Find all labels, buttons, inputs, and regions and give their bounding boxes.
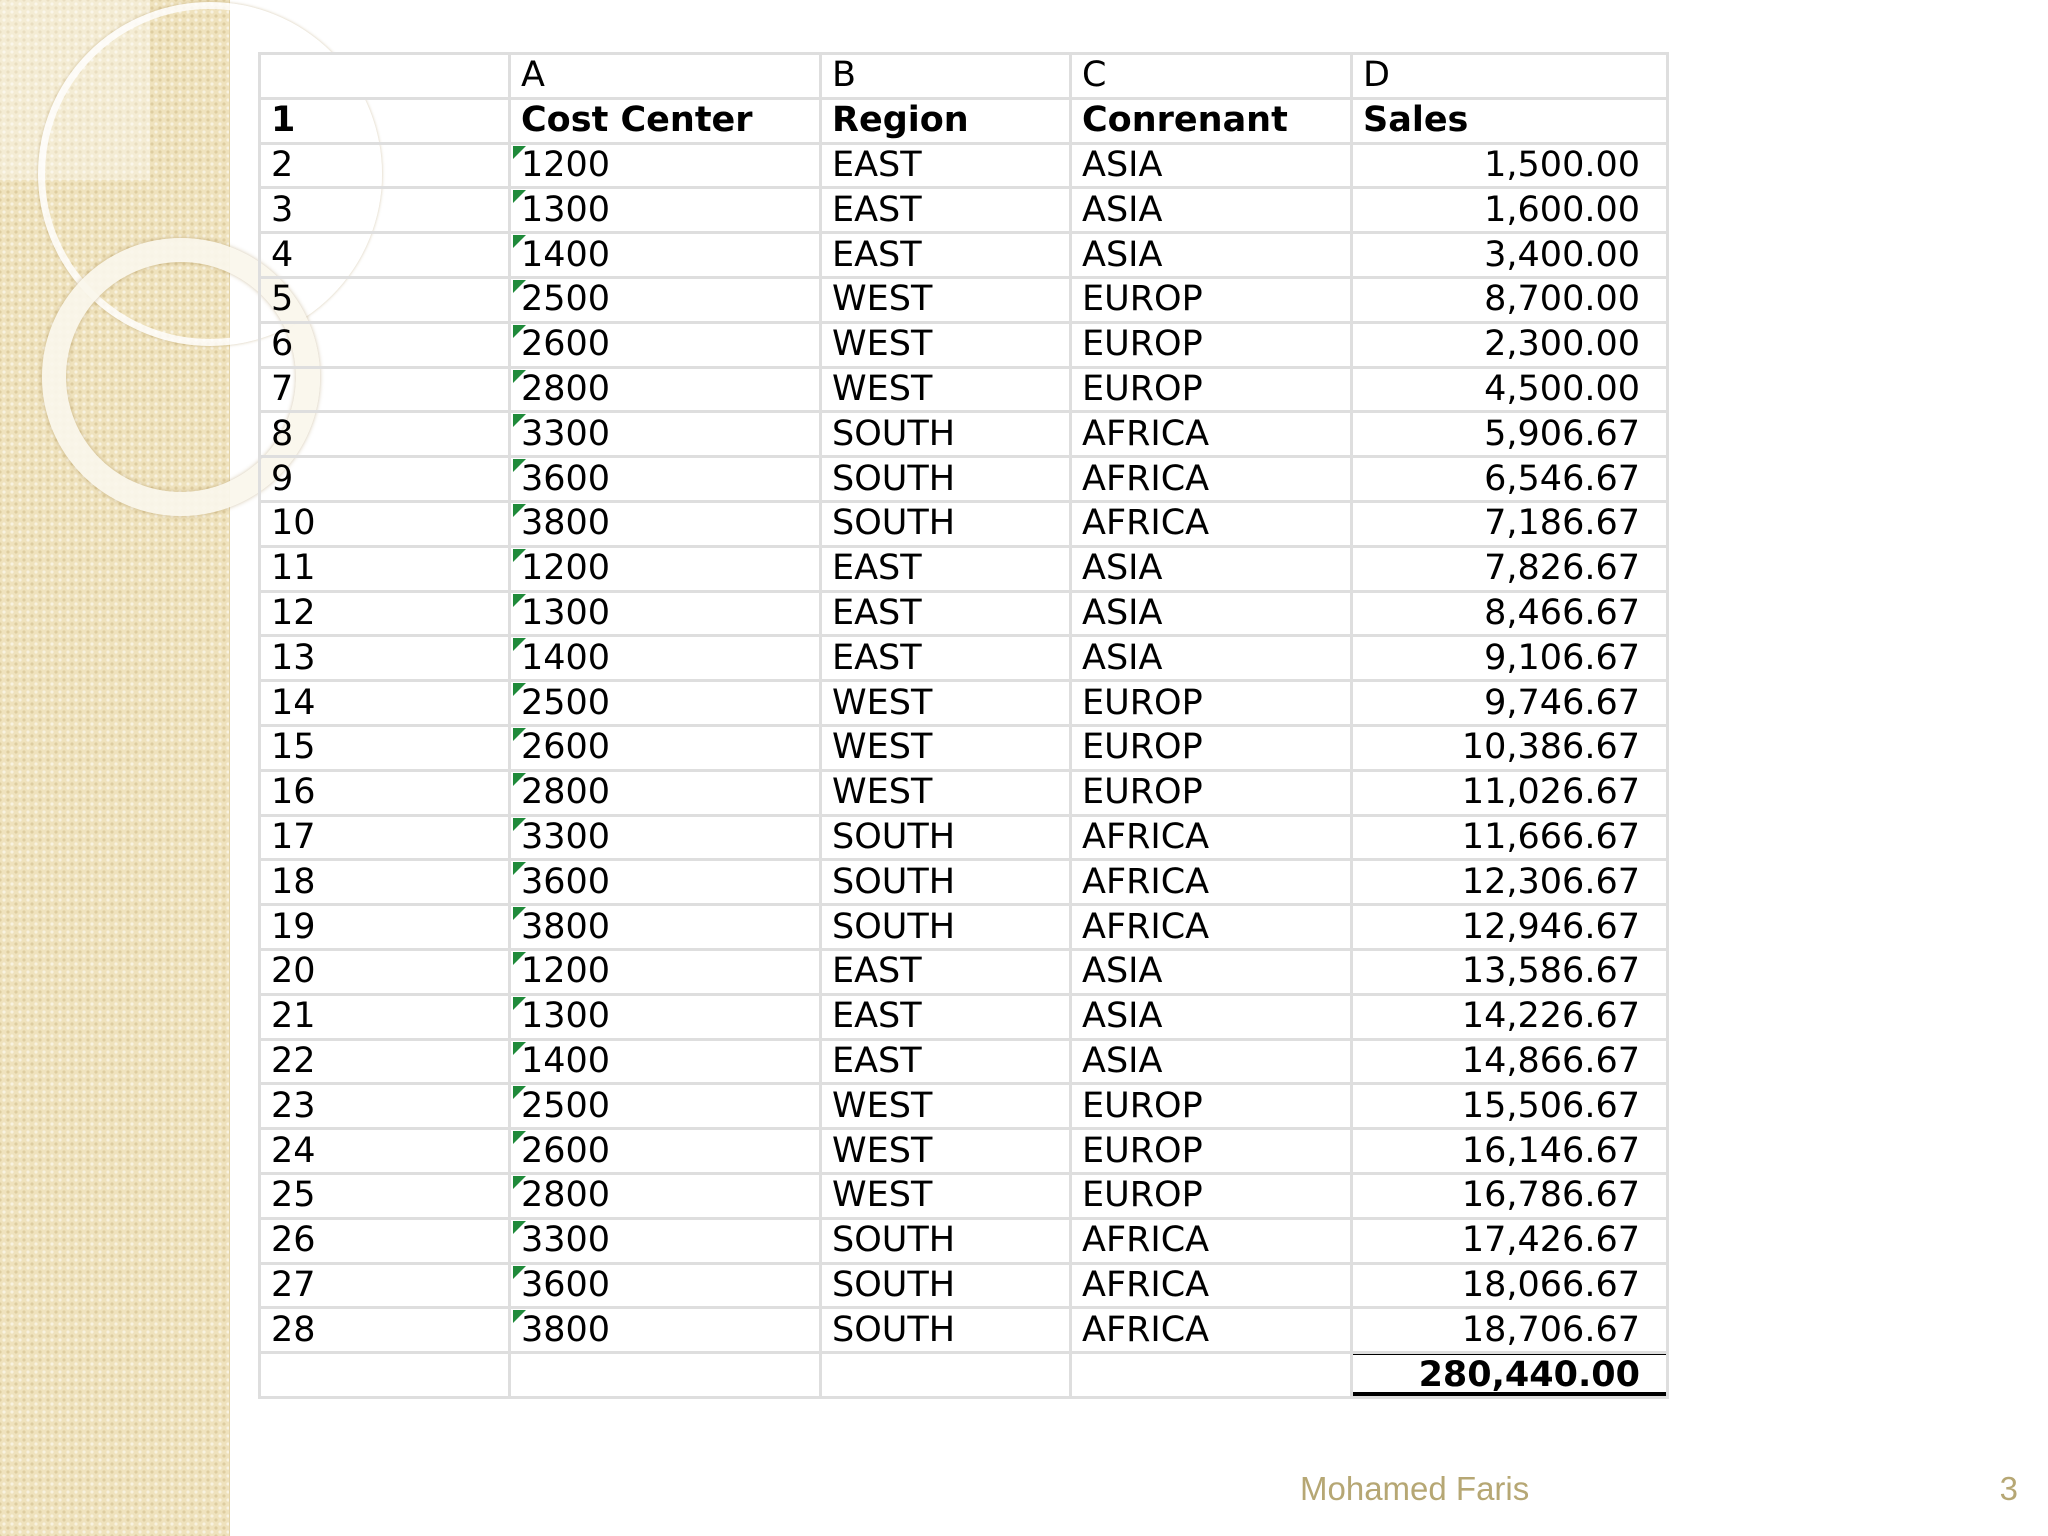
sales-cell[interactable]: 18,706.67 bbox=[1352, 1308, 1668, 1353]
continent-cell[interactable]: EUROP bbox=[1071, 1173, 1352, 1218]
sales-cell[interactable]: 12,306.67 bbox=[1352, 860, 1668, 905]
sales-cell[interactable]: 13,586.67 bbox=[1352, 949, 1668, 994]
cost-center-value: 2800 bbox=[521, 368, 611, 409]
row-number[interactable]: 28 bbox=[260, 1308, 510, 1353]
decorative-side-band bbox=[0, 0, 230, 1536]
continent-cell[interactable]: AFRICA bbox=[1071, 860, 1352, 905]
table-row bbox=[260, 860, 1668, 905]
table-row bbox=[260, 725, 1668, 770]
empty-cell[interactable] bbox=[510, 1353, 821, 1398]
cost-center-cell[interactable] bbox=[510, 501, 821, 546]
text-number-marker-icon bbox=[513, 459, 526, 472]
text-number-marker-icon bbox=[513, 728, 526, 741]
sales-cell[interactable]: 6,546.67 bbox=[1352, 457, 1668, 502]
cost-center-cell[interactable] bbox=[510, 949, 821, 994]
cost-center-value: 3300 bbox=[521, 1220, 611, 1261]
text-number-marker-icon bbox=[513, 594, 526, 607]
table-row bbox=[260, 1218, 1668, 1263]
empty-cell[interactable] bbox=[260, 1353, 510, 1398]
text-number-marker-icon bbox=[513, 1131, 526, 1144]
sales-cell[interactable]: 15,506.67 bbox=[1352, 1084, 1668, 1129]
continent-cell[interactable]: ASIA bbox=[1071, 233, 1352, 278]
row-number[interactable]: 5 bbox=[260, 277, 510, 322]
table-row bbox=[260, 994, 1668, 1039]
sales-cell[interactable]: 10,386.67 bbox=[1352, 725, 1668, 770]
corner-cell[interactable] bbox=[260, 54, 510, 99]
text-number-marker-icon bbox=[513, 1310, 526, 1323]
continent-cell[interactable]: ASIA bbox=[1071, 636, 1352, 681]
region-cell[interactable]: EAST bbox=[821, 636, 1071, 681]
region-cell[interactable]: SOUTH bbox=[821, 412, 1071, 457]
row-number[interactable]: 12 bbox=[260, 591, 510, 636]
row-number[interactable]: 6 bbox=[260, 322, 510, 367]
continent-cell[interactable]: ASIA bbox=[1071, 188, 1352, 233]
cost-center-cell[interactable] bbox=[510, 457, 821, 502]
cost-center-value: 1300 bbox=[521, 996, 611, 1037]
cost-center-value: 2800 bbox=[521, 1175, 611, 1216]
sales-cell[interactable]: 5,906.67 bbox=[1352, 412, 1668, 457]
cost-center-value: 3800 bbox=[521, 1309, 611, 1350]
region-cell[interactable]: EAST bbox=[821, 994, 1071, 1039]
region-cell[interactable]: EAST bbox=[821, 188, 1071, 233]
region-cell[interactable]: SOUTH bbox=[821, 815, 1071, 860]
sales-cell[interactable]: 12,946.67 bbox=[1352, 905, 1668, 950]
table-row bbox=[260, 546, 1668, 591]
text-number-marker-icon bbox=[513, 1176, 526, 1189]
cost-center-value: 3600 bbox=[521, 861, 611, 902]
row-number[interactable]: 20 bbox=[260, 949, 510, 994]
cost-center-value: 3800 bbox=[521, 503, 611, 544]
text-number-marker-icon bbox=[513, 683, 526, 696]
cost-center-cell[interactable] bbox=[510, 277, 821, 322]
region-cell[interactable]: SOUTH bbox=[821, 860, 1071, 905]
cost-center-cell[interactable] bbox=[510, 1173, 821, 1218]
cost-center-cell[interactable] bbox=[510, 1263, 821, 1308]
row-number[interactable]: 9 bbox=[260, 457, 510, 502]
sales-cell[interactable]: 18,066.67 bbox=[1352, 1263, 1668, 1308]
continent-cell[interactable]: AFRICA bbox=[1071, 412, 1352, 457]
row-number[interactable]: 27 bbox=[260, 1263, 510, 1308]
cost-center-cell[interactable] bbox=[510, 905, 821, 950]
continent-cell[interactable]: ASIA bbox=[1071, 546, 1352, 591]
row-number[interactable]: 8 bbox=[260, 412, 510, 457]
sales-total-value: 280,440.00 bbox=[1418, 1354, 1640, 1395]
cost-center-cell[interactable] bbox=[510, 860, 821, 905]
sales-cell[interactable]: 11,026.67 bbox=[1352, 770, 1668, 815]
cost-center-value: 2500 bbox=[521, 279, 611, 320]
cost-center-value: 2600 bbox=[521, 727, 611, 768]
region-cell[interactable]: SOUTH bbox=[821, 1263, 1071, 1308]
footer-author: Mohamed Faris bbox=[1300, 1470, 1530, 1507]
region-cell[interactable]: WEST bbox=[821, 1084, 1071, 1129]
header-sales[interactable]: Sales bbox=[1352, 98, 1668, 143]
cost-center-value: 1200 bbox=[521, 951, 611, 992]
continent-cell[interactable]: ASIA bbox=[1071, 949, 1352, 994]
continent-cell[interactable]: AFRICA bbox=[1071, 905, 1352, 950]
continent-cell[interactable]: AFRICA bbox=[1071, 501, 1352, 546]
continent-cell[interactable]: EUROP bbox=[1071, 725, 1352, 770]
continent-cell[interactable]: ASIA bbox=[1071, 994, 1352, 1039]
text-number-marker-icon bbox=[513, 773, 526, 786]
header-continent[interactable]: Conrenant bbox=[1071, 98, 1352, 143]
continent-cell[interactable]: EUROP bbox=[1071, 277, 1352, 322]
row-number[interactable]: 2 bbox=[260, 143, 510, 188]
cost-center-cell[interactable] bbox=[510, 322, 821, 367]
row-number[interactable]: 26 bbox=[260, 1218, 510, 1263]
cost-center-value: 2800 bbox=[521, 772, 611, 813]
total-top-rule bbox=[1353, 1353, 1668, 1356]
row-number[interactable]: 14 bbox=[260, 681, 510, 726]
sales-cell[interactable]: 11,666.67 bbox=[1352, 815, 1668, 860]
empty-cell[interactable] bbox=[1071, 1353, 1352, 1398]
cost-center-cell[interactable] bbox=[510, 1129, 821, 1174]
cost-center-value: 3800 bbox=[521, 906, 611, 947]
row-number[interactable]: 1 bbox=[260, 98, 510, 143]
region-cell[interactable]: WEST bbox=[821, 277, 1071, 322]
cost-center-value: 2500 bbox=[521, 1085, 611, 1126]
cost-center-value: 1200 bbox=[521, 548, 611, 589]
text-number-marker-icon bbox=[513, 1221, 526, 1234]
text-number-marker-icon bbox=[513, 146, 526, 159]
table-row bbox=[260, 1173, 1668, 1218]
table-row bbox=[260, 1084, 1668, 1129]
column-letter-a[interactable]: A bbox=[510, 54, 821, 99]
column-letter-b[interactable]: B bbox=[821, 54, 1071, 99]
cost-center-cell[interactable] bbox=[510, 591, 821, 636]
row-number[interactable]: 24 bbox=[260, 1129, 510, 1174]
cost-center-cell[interactable] bbox=[510, 1218, 821, 1263]
row-number[interactable]: 25 bbox=[260, 1173, 510, 1218]
cost-center-cell[interactable] bbox=[510, 1308, 821, 1353]
sales-cell[interactable]: 9,106.67 bbox=[1352, 636, 1668, 681]
region-cell[interactable]: EAST bbox=[821, 1039, 1071, 1084]
region-cell[interactable]: EAST bbox=[821, 591, 1071, 636]
sales-cell[interactable]: 1,600.00 bbox=[1352, 188, 1668, 233]
table-row bbox=[260, 905, 1668, 950]
header-region[interactable]: Region bbox=[821, 98, 1071, 143]
table-row bbox=[260, 143, 1668, 188]
table-row bbox=[260, 1308, 1668, 1353]
cost-center-cell[interactable] bbox=[510, 1039, 821, 1084]
sales-total-cell[interactable] bbox=[1352, 1353, 1668, 1398]
sales-cell[interactable]: 8,700.00 bbox=[1352, 277, 1668, 322]
continent-cell[interactable]: EUROP bbox=[1071, 367, 1352, 412]
header-cost-center[interactable]: Cost Center bbox=[510, 98, 821, 143]
table-row bbox=[260, 636, 1668, 681]
region-cell[interactable]: WEST bbox=[821, 322, 1071, 367]
cost-center-value: 3600 bbox=[521, 1264, 611, 1305]
region-cell[interactable]: WEST bbox=[821, 1129, 1071, 1174]
cost-center-value: 3300 bbox=[521, 413, 611, 454]
cost-center-value: 1200 bbox=[521, 144, 611, 185]
cost-center-value: 3300 bbox=[521, 816, 611, 857]
row-number[interactable]: 16 bbox=[260, 770, 510, 815]
sales-cell[interactable]: 16,146.67 bbox=[1352, 1129, 1668, 1174]
sales-cell[interactable]: 2,300.00 bbox=[1352, 322, 1668, 367]
row-number[interactable]: 23 bbox=[260, 1084, 510, 1129]
sales-cell[interactable]: 14,226.67 bbox=[1352, 994, 1668, 1039]
table-row bbox=[260, 412, 1668, 457]
cost-center-cell[interactable] bbox=[510, 143, 821, 188]
text-number-marker-icon bbox=[513, 818, 526, 831]
continent-cell[interactable]: AFRICA bbox=[1071, 1218, 1352, 1263]
text-number-marker-icon bbox=[513, 235, 526, 248]
cost-center-value: 1400 bbox=[521, 1040, 611, 1081]
cost-center-value: 1400 bbox=[521, 234, 611, 275]
region-cell[interactable]: WEST bbox=[821, 725, 1071, 770]
text-number-marker-icon bbox=[513, 638, 526, 651]
text-number-marker-icon bbox=[513, 325, 526, 338]
continent-cell[interactable]: EUROP bbox=[1071, 770, 1352, 815]
column-letter-c[interactable]: C bbox=[1071, 54, 1352, 99]
text-number-marker-icon bbox=[513, 549, 526, 562]
region-cell[interactable]: WEST bbox=[821, 770, 1071, 815]
continent-cell[interactable]: AFRICA bbox=[1071, 457, 1352, 502]
table-row bbox=[260, 367, 1668, 412]
sales-cell[interactable]: 16,786.67 bbox=[1352, 1173, 1668, 1218]
cost-center-cell[interactable] bbox=[510, 412, 821, 457]
region-cell[interactable]: WEST bbox=[821, 367, 1071, 412]
sales-cell[interactable]: 9,746.67 bbox=[1352, 681, 1668, 726]
text-number-marker-icon bbox=[513, 280, 526, 293]
region-cell[interactable]: WEST bbox=[821, 1173, 1071, 1218]
cost-center-value: 1300 bbox=[521, 592, 611, 633]
continent-cell[interactable]: ASIA bbox=[1071, 1039, 1352, 1084]
region-cell[interactable]: SOUTH bbox=[821, 1218, 1071, 1263]
row-number[interactable]: 13 bbox=[260, 636, 510, 681]
page-number: 3 bbox=[1999, 1470, 2018, 1507]
row-number[interactable]: 3 bbox=[260, 188, 510, 233]
text-number-marker-icon bbox=[513, 1266, 526, 1279]
table-row bbox=[260, 591, 1668, 636]
table-row bbox=[260, 501, 1668, 546]
table-row bbox=[260, 949, 1668, 994]
cost-center-value: 2600 bbox=[521, 1130, 611, 1171]
column-letter-d[interactable]: D bbox=[1352, 54, 1668, 99]
region-cell[interactable]: SOUTH bbox=[821, 501, 1071, 546]
cost-center-cell[interactable] bbox=[510, 233, 821, 278]
cost-center-value: 2500 bbox=[521, 682, 611, 723]
text-number-marker-icon bbox=[513, 997, 526, 1010]
cost-center-cell[interactable] bbox=[510, 636, 821, 681]
continent-cell[interactable]: AFRICA bbox=[1071, 1308, 1352, 1353]
continent-cell[interactable]: EUROP bbox=[1071, 1084, 1352, 1129]
region-cell[interactable]: SOUTH bbox=[821, 457, 1071, 502]
sales-cell[interactable]: 14,866.67 bbox=[1352, 1039, 1668, 1084]
text-number-marker-icon bbox=[513, 1086, 526, 1099]
sales-cell[interactable]: 7,826.67 bbox=[1352, 546, 1668, 591]
total-row bbox=[260, 1353, 1668, 1398]
continent-cell[interactable]: EUROP bbox=[1071, 681, 1352, 726]
row-number[interactable]: 19 bbox=[260, 905, 510, 950]
text-number-marker-icon bbox=[513, 862, 526, 875]
row-number[interactable]: 10 bbox=[260, 501, 510, 546]
column-letter-row bbox=[260, 54, 1668, 99]
cost-center-value: 1400 bbox=[521, 637, 611, 678]
sales-cell[interactable]: 7,186.67 bbox=[1352, 501, 1668, 546]
cost-center-cell[interactable] bbox=[510, 367, 821, 412]
row-number[interactable]: 21 bbox=[260, 994, 510, 1039]
table-row bbox=[260, 815, 1668, 860]
continent-cell[interactable]: AFRICA bbox=[1071, 815, 1352, 860]
cost-center-cell[interactable] bbox=[510, 1084, 821, 1129]
empty-cell[interactable] bbox=[821, 1353, 1071, 1398]
text-number-marker-icon bbox=[513, 1042, 526, 1055]
region-cell[interactable]: EAST bbox=[821, 949, 1071, 994]
cost-center-cell[interactable] bbox=[510, 770, 821, 815]
region-cell[interactable]: SOUTH bbox=[821, 905, 1071, 950]
cost-center-cell[interactable] bbox=[510, 681, 821, 726]
region-cell[interactable]: SOUTH bbox=[821, 1308, 1071, 1353]
cost-center-cell[interactable] bbox=[510, 994, 821, 1039]
text-number-marker-icon bbox=[513, 190, 526, 203]
row-number[interactable]: 7 bbox=[260, 367, 510, 412]
continent-cell[interactable]: EUROP bbox=[1071, 322, 1352, 367]
table-row bbox=[260, 322, 1668, 367]
table-row bbox=[260, 457, 1668, 502]
table-row bbox=[260, 277, 1668, 322]
cost-center-cell[interactable] bbox=[510, 815, 821, 860]
region-cell[interactable]: EAST bbox=[821, 143, 1071, 188]
region-cell[interactable]: EAST bbox=[821, 233, 1071, 278]
row-number[interactable]: 11 bbox=[260, 546, 510, 591]
row-number[interactable]: 17 bbox=[260, 815, 510, 860]
text-number-marker-icon bbox=[513, 952, 526, 965]
table-row bbox=[260, 681, 1668, 726]
continent-cell[interactable]: ASIA bbox=[1071, 143, 1352, 188]
row-number[interactable]: 4 bbox=[260, 233, 510, 278]
cost-center-cell[interactable] bbox=[510, 546, 821, 591]
total-underline bbox=[1353, 1392, 1668, 1396]
sales-cell[interactable]: 17,426.67 bbox=[1352, 1218, 1668, 1263]
text-number-marker-icon bbox=[513, 370, 526, 383]
spreadsheet-body bbox=[260, 54, 1668, 1398]
table-row bbox=[260, 770, 1668, 815]
sales-cell[interactable]: 3,400.00 bbox=[1352, 233, 1668, 278]
cost-center-value: 1300 bbox=[521, 189, 611, 230]
region-cell[interactable]: EAST bbox=[821, 546, 1071, 591]
cost-center-value: 3600 bbox=[521, 458, 611, 499]
row-number[interactable]: 15 bbox=[260, 725, 510, 770]
cost-center-cell[interactable] bbox=[510, 188, 821, 233]
table-row bbox=[260, 188, 1668, 233]
row-number[interactable]: 18 bbox=[260, 860, 510, 905]
continent-cell[interactable]: EUROP bbox=[1071, 1129, 1352, 1174]
text-number-marker-icon bbox=[513, 504, 526, 517]
region-cell[interactable]: WEST bbox=[821, 681, 1071, 726]
table-row bbox=[260, 233, 1668, 278]
cost-center-value: 2600 bbox=[521, 324, 611, 365]
table-row bbox=[260, 1263, 1668, 1308]
continent-cell[interactable]: AFRICA bbox=[1071, 1263, 1352, 1308]
field-header-row bbox=[260, 98, 1668, 143]
spreadsheet-table bbox=[258, 52, 1669, 1399]
continent-cell[interactable]: ASIA bbox=[1071, 591, 1352, 636]
sales-cell[interactable]: 1,500.00 bbox=[1352, 143, 1668, 188]
cost-center-cell[interactable] bbox=[510, 725, 821, 770]
text-number-marker-icon bbox=[513, 907, 526, 920]
sales-cell[interactable]: 8,466.67 bbox=[1352, 591, 1668, 636]
table-row bbox=[260, 1129, 1668, 1174]
sales-cell[interactable]: 4,500.00 bbox=[1352, 367, 1668, 412]
row-number[interactable]: 22 bbox=[260, 1039, 510, 1084]
table-row bbox=[260, 1039, 1668, 1084]
text-number-marker-icon bbox=[513, 414, 526, 427]
